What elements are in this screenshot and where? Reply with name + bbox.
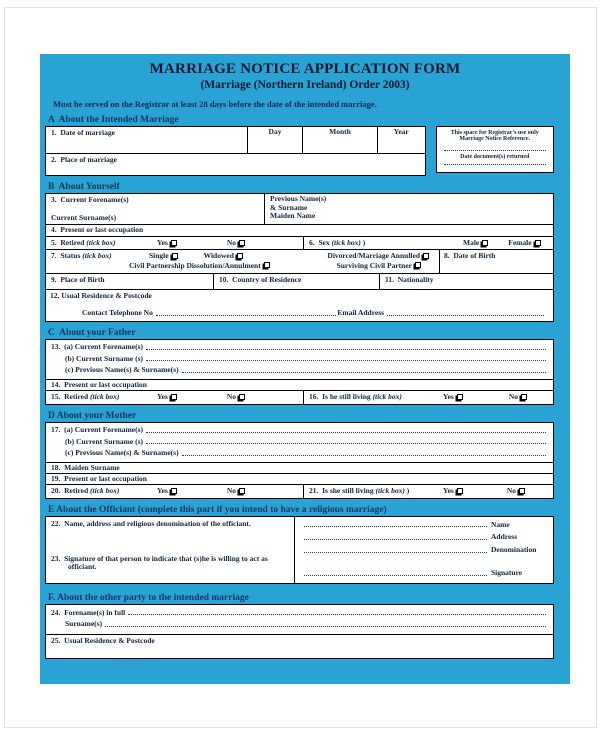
female-checkbox[interactable] xyxy=(535,240,541,246)
date-of-birth-field[interactable]: 8. Date of Birth xyxy=(439,250,553,273)
denomination-line-label: Denomination xyxy=(491,545,537,554)
single-label: Single xyxy=(149,251,169,260)
officiant-denomination-field[interactable] xyxy=(304,552,487,553)
date-of-marriage-row xyxy=(46,127,425,153)
officiant-signature-label: 23. Signature of that person to indicate that (s)he is willing to act as officiant. xyxy=(51,553,270,572)
country-of-residence-field[interactable]: 10. Country of Residence xyxy=(213,274,379,289)
previous-names-label-2: & Surname xyxy=(270,202,308,212)
officiant-name-line xyxy=(301,521,545,530)
mother-occupation-field[interactable]: 19. Present or last occupation xyxy=(46,473,553,484)
section-e-table xyxy=(45,516,554,584)
female-label: Female xyxy=(508,237,532,247)
father-retired-label: 15. Retired (tick box) xyxy=(51,392,120,402)
status-label: 7. Status (tick box) xyxy=(51,251,112,260)
current-names-field[interactable] xyxy=(46,194,264,224)
retired-sex-row xyxy=(46,236,553,249)
officiant-questions xyxy=(46,517,294,583)
mother-retired-label: 20. Retired (tick box) xyxy=(51,485,120,495)
status-line1 xyxy=(51,252,439,261)
divorced-option xyxy=(327,252,431,261)
retired-question xyxy=(46,237,303,249)
mother-surname-label: (b) Current Surname (s) xyxy=(65,436,143,446)
section-a-table xyxy=(45,126,426,176)
civil-dissolution-label: Civil Partnership Dissolution/Annulment xyxy=(129,260,261,270)
date-of-marriage-label: 1. Date of marriage xyxy=(51,128,115,137)
father-forenames-line xyxy=(51,343,547,352)
marriage-notice-reference-field[interactable] xyxy=(444,146,546,151)
female-option xyxy=(508,239,542,248)
widowed-label: Widowed xyxy=(203,251,234,260)
mother-surname-line xyxy=(51,438,547,447)
father-living-question xyxy=(303,391,553,404)
mother-retired-no-checkbox[interactable] xyxy=(239,488,245,494)
father-retired-living-row xyxy=(46,390,553,404)
father-forenames-label: 13. (a) Current Forename(s) xyxy=(51,342,143,351)
other-party-surname-label: Surname(s) xyxy=(65,619,103,629)
retired-label: 5. Retired (tick box) xyxy=(51,237,116,247)
section-d-heading: D About your Mother xyxy=(48,410,137,421)
mother-retired-living-row xyxy=(46,484,553,498)
father-retired-question xyxy=(46,391,303,404)
surviving-partner-label: Surviving Civil Partner xyxy=(336,260,412,270)
current-forenames-label: 3. Current Forename(s) xyxy=(51,195,129,204)
section-f-heading: F. About the other party to the intended marriage xyxy=(48,592,249,603)
retired-no-checkbox[interactable] xyxy=(239,240,245,246)
contact-line xyxy=(82,309,545,318)
father-retired-yes-option xyxy=(157,393,179,402)
status-question xyxy=(46,250,439,273)
male-checkbox[interactable] xyxy=(482,240,488,246)
divorced-label: Divorced/Marriage Annulled xyxy=(327,251,420,260)
widowed-option xyxy=(204,252,245,261)
registrar-box-line2: Marriage Notice Reference. xyxy=(459,136,531,142)
other-party-residence-field[interactable]: 25. Usual Residence & Postcode xyxy=(46,634,553,658)
section-a-heading: A About the Intended Marriage xyxy=(48,115,179,125)
form-subtitle: (Marriage (Northern Ireland) Order 2003) xyxy=(200,79,410,91)
mother-retired-yes-option xyxy=(157,487,179,496)
date-documents-returned-field[interactable] xyxy=(444,160,546,165)
yes-label: Yes xyxy=(443,392,454,402)
mother-living-yes-option xyxy=(443,487,465,496)
no-label: No xyxy=(226,485,237,495)
no-label: No xyxy=(226,237,237,247)
maiden-name-label: Maiden Name xyxy=(270,211,316,221)
widowed-checkbox[interactable] xyxy=(237,253,243,259)
officiant-name-address-label: 22. Name, address and religious denomination of the officiant. xyxy=(51,518,251,528)
previous-names-label-1: Previous Name(s) xyxy=(270,194,327,203)
mother-maiden-surname-field[interactable]: 18. Maiden Surname xyxy=(46,462,553,473)
section-c-heading: C About your Father xyxy=(48,328,136,338)
father-previous-names-field[interactable] xyxy=(182,372,546,373)
day-field[interactable]: Day xyxy=(247,127,302,153)
section-b-table xyxy=(45,193,554,322)
other-party-names-row xyxy=(46,605,553,634)
mother-living-yes-checkbox[interactable] xyxy=(457,488,463,494)
surviving-partner-checkbox[interactable] xyxy=(415,262,421,268)
officiant-denomination-line xyxy=(301,546,545,555)
section-b-heading: B About Yourself xyxy=(48,182,120,192)
father-forenames-field[interactable] xyxy=(146,349,546,350)
status-line2 xyxy=(51,262,439,271)
section-f-table xyxy=(45,604,554,659)
mother-living-label: 21. Is she still living (tick box) ) xyxy=(309,485,410,495)
father-living-label: 16. Is he still living (tick box) xyxy=(309,392,402,402)
name-line-label: Name xyxy=(491,519,510,529)
civil-dissolution-checkbox[interactable] xyxy=(264,262,270,268)
place-of-birth-field[interactable]: 9. Place of Birth xyxy=(51,275,105,284)
officiant-signature-field[interactable] xyxy=(304,575,487,576)
signature-line-label: Signature xyxy=(491,568,523,578)
surviving-partner-option xyxy=(337,262,423,271)
officiant-address-line xyxy=(301,533,545,542)
yes-label: Yes xyxy=(157,392,168,402)
year-field[interactable]: Year xyxy=(377,127,425,153)
other-party-forenames-label: 24. Forename(s) in full xyxy=(51,607,126,617)
sex-label: 6. Sex (tick box) ) xyxy=(309,237,366,247)
status-dob-row xyxy=(46,249,553,273)
occupation-field[interactable]: 4. Present or last occupation xyxy=(46,224,553,236)
mother-previous-names-field[interactable] xyxy=(182,455,546,456)
divorced-checkbox[interactable] xyxy=(423,253,429,259)
contact-telephone-label: Contact Telephone No xyxy=(82,308,153,318)
mother-forenames-line xyxy=(51,426,547,435)
date-documents-returned-label: Date document(s) returned xyxy=(460,154,530,160)
father-names-row xyxy=(46,340,553,379)
father-previous-names-label: (c) Previous Name(s) & Surname(s) xyxy=(65,365,179,375)
previous-names-field[interactable] xyxy=(264,194,553,224)
mother-forenames-label: 17. (a) Current Forename(s) xyxy=(51,424,143,434)
other-party-surname-line xyxy=(51,620,547,629)
mother-retired-yes-checkbox[interactable] xyxy=(171,488,177,494)
other-party-forenames-line xyxy=(51,609,547,618)
place-of-marriage-field[interactable]: 2. Place of marriage xyxy=(46,153,425,175)
month-field[interactable]: Month xyxy=(302,127,377,153)
officiant-address-field[interactable] xyxy=(304,539,487,540)
usual-residence-row xyxy=(46,289,553,321)
male-label: Male xyxy=(463,237,480,247)
retired-yes-checkbox[interactable] xyxy=(171,240,177,246)
father-previous-names-line xyxy=(51,366,547,375)
father-living-yes-option xyxy=(443,393,465,402)
single-checkbox[interactable] xyxy=(172,253,178,259)
registrar-use-box xyxy=(436,126,554,173)
father-surname-field[interactable] xyxy=(146,360,546,361)
yes-label: Yes xyxy=(157,237,168,247)
father-surname-label: (b) Current Surname (s) xyxy=(65,353,143,363)
contact-telephone-field[interactable] xyxy=(156,315,336,316)
nationality-field[interactable]: 11. Nationality xyxy=(379,274,553,289)
mother-living-no-option xyxy=(507,487,527,496)
officiant-answer-lines xyxy=(294,517,553,583)
father-living-no-checkbox[interactable] xyxy=(521,394,527,400)
no-label: No xyxy=(506,485,517,495)
other-party-forenames-field[interactable] xyxy=(128,614,546,615)
names-row xyxy=(46,194,553,224)
male-option xyxy=(463,239,490,248)
officiant-name-field[interactable] xyxy=(304,526,487,527)
marriage-notice-form xyxy=(40,54,570,684)
father-retired-no-checkbox[interactable] xyxy=(239,394,245,400)
mother-previous-names-label: (c) Previous Name(s) & Surname(s) xyxy=(65,448,179,458)
form-title: MARRIAGE NOTICE APPLICATION FORM xyxy=(149,61,461,77)
retired-no-option xyxy=(227,239,247,248)
no-label: No xyxy=(226,392,237,402)
father-occupation-field[interactable]: 14. Present or last occupation xyxy=(46,379,553,390)
mother-surname-field[interactable] xyxy=(146,443,546,444)
civil-dissolution-option xyxy=(129,262,272,271)
father-living-no-option xyxy=(509,393,529,402)
section-d-table xyxy=(45,422,554,499)
father-retired-no-option xyxy=(227,393,247,402)
email-address-label: Email Address xyxy=(337,308,385,318)
usual-residence-field[interactable]: 12. Usual Residence & Postcode xyxy=(50,291,152,300)
mother-retired-no-option xyxy=(227,487,247,496)
birth-residence-row xyxy=(46,273,553,289)
sex-question xyxy=(303,237,553,249)
no-label: No xyxy=(508,392,519,402)
yes-label: Yes xyxy=(157,485,168,495)
father-retired-yes-checkbox[interactable] xyxy=(171,394,177,400)
father-surname-line xyxy=(51,355,547,364)
section-e-heading: E About the Officiant (complete this part if you intend to have a religious marriage) xyxy=(48,504,387,515)
mother-retired-question xyxy=(46,485,303,498)
section-a xyxy=(45,126,554,176)
mother-previous-names-line xyxy=(51,449,547,458)
form-body xyxy=(40,99,570,659)
email-address-field[interactable] xyxy=(387,315,544,316)
single-option xyxy=(149,252,180,261)
mother-living-question xyxy=(303,485,553,498)
other-party-surname-field[interactable] xyxy=(105,626,546,627)
officiant-row xyxy=(46,517,553,583)
officiant-signature-line xyxy=(301,569,545,578)
current-surnames-label: Current Surname(s) xyxy=(51,213,117,223)
section-c-table xyxy=(45,339,554,405)
mother-forenames-field[interactable] xyxy=(146,432,546,433)
address-line-label: Address xyxy=(491,532,518,542)
father-living-yes-checkbox[interactable] xyxy=(457,394,463,400)
mother-names-row xyxy=(46,423,553,462)
mother-living-no-checkbox[interactable] xyxy=(519,488,525,494)
yes-label: Yes xyxy=(443,485,454,495)
serve-notice-text: Must be served on the Registrar at least 28 days before the date of the intended marriage. xyxy=(53,99,377,109)
retired-yes-option xyxy=(157,239,179,248)
registrar-box-line1: This space for Registrar's use only xyxy=(450,130,539,136)
